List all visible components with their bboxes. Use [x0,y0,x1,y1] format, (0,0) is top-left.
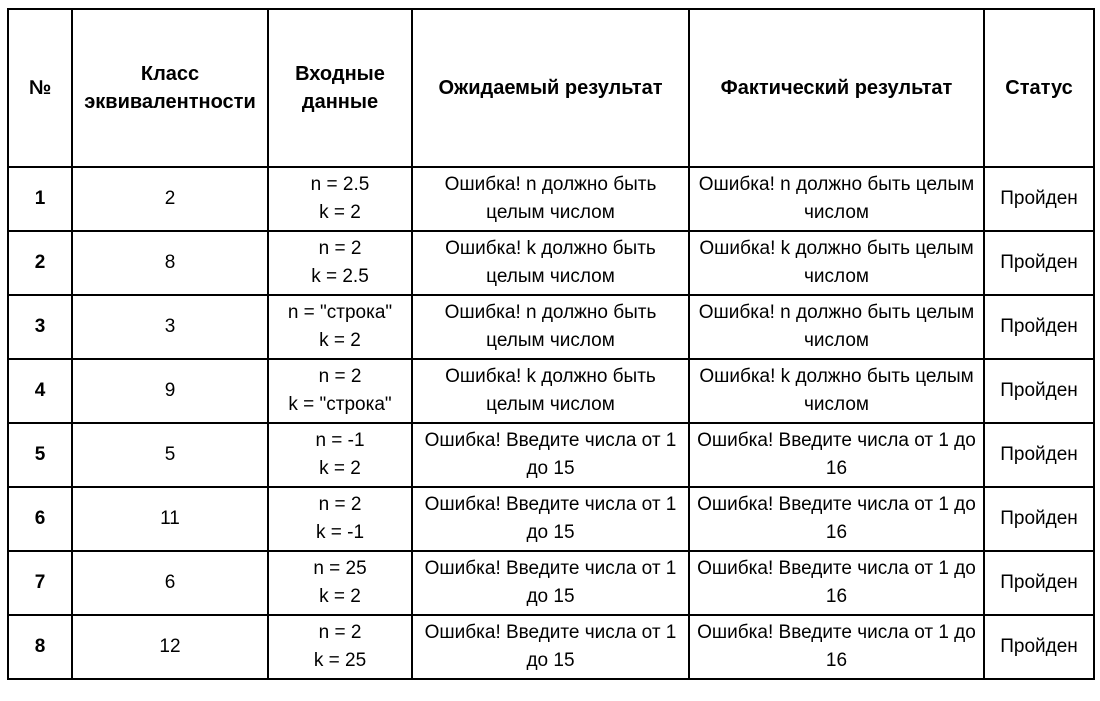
cell-equivalence-class: 6 [72,551,268,615]
column-header-input-data: Входные данные [268,9,412,167]
cell-input-data [268,231,412,295]
cell-input-data [268,359,412,423]
cell-status: Пройден [984,423,1094,487]
table-row [8,551,1094,615]
cell-expected-result: Ошибка! k должно быть целым числом [412,359,689,423]
input-line: k = 2 [319,202,361,223]
column-header-actual-result: Фактический результат [689,9,984,167]
cell-actual-result: Ошибка! n должно быть целым числом [689,295,984,359]
table-row [8,423,1094,487]
cell-number: 5 [8,423,72,487]
cell-number: 1 [8,167,72,231]
cell-input-data [268,551,412,615]
cell-input-data [268,423,412,487]
cell-actual-result: Ошибка! Введите числа от 1 до 16 [689,615,984,679]
cell-equivalence-class: 11 [72,487,268,551]
input-line: n = "строка" [287,302,393,324]
cell-expected-result: Ошибка! n должно быть целым числом [412,295,689,359]
cell-actual-result: Ошибка! Введите числа от 1 до 16 [689,423,984,487]
cell-equivalence-class: 8 [72,231,268,295]
input-line: k = 25 [313,650,367,671]
input-line: k = 2 [319,330,361,351]
input-line: n = 25 [313,558,367,580]
column-header-number: № [8,9,72,167]
table-row [8,231,1094,295]
column-header-expected-result: Ожидаемый результат [412,9,689,167]
cell-status: Пройден [984,615,1094,679]
cell-expected-result: Ошибка! k должно быть целым числом [412,231,689,295]
cell-status: Пройден [984,551,1094,615]
header-row [8,9,1094,167]
cell-expected-result: Ошибка! Введите числа от 1 до 15 [412,615,689,679]
cell-actual-result: Ошибка! k должно быть целым числом [689,359,984,423]
input-line: k = 2 [319,586,361,607]
test-case-table [7,8,1095,680]
cell-number: 8 [8,615,72,679]
input-line: k = 2.5 [311,266,369,287]
input-line: n = 2.5 [310,174,370,196]
input-line: n = 2 [318,622,362,644]
table-row [8,487,1094,551]
cell-actual-result: Ошибка! Введите числа от 1 до 16 [689,551,984,615]
cell-actual-result: Ошибка! k должно быть целым числом [689,231,984,295]
cell-equivalence-class: 9 [72,359,268,423]
table-row [8,167,1094,231]
cell-input-data [268,167,412,231]
cell-status: Пройден [984,359,1094,423]
cell-actual-result: Ошибка! Введите числа от 1 до 16 [689,487,984,551]
cell-number: 2 [8,231,72,295]
input-line: n = -1 [315,430,365,452]
cell-number: 4 [8,359,72,423]
cell-status: Пройден [984,167,1094,231]
column-header-status: Статус [984,9,1094,167]
input-line: k = "строка" [288,394,392,415]
cell-expected-result: Ошибка! Введите числа от 1 до 15 [412,551,689,615]
cell-status: Пройден [984,487,1094,551]
cell-equivalence-class: 5 [72,423,268,487]
input-line: k = -1 [315,522,365,543]
cell-equivalence-class: 3 [72,295,268,359]
cell-expected-result: Ошибка! Введите числа от 1 до 15 [412,423,689,487]
cell-input-data [268,295,412,359]
table-row [8,295,1094,359]
input-line: n = 2 [318,238,362,260]
input-line: n = 2 [318,494,362,516]
column-header-equivalence-class: Класс эквивалентности [72,9,268,167]
cell-input-data [268,487,412,551]
input-line: n = 2 [318,366,362,388]
cell-actual-result: Ошибка! n должно быть целым числом [689,167,984,231]
cell-expected-result: Ошибка! n должно быть целым числом [412,167,689,231]
cell-equivalence-class: 2 [72,167,268,231]
cell-number: 6 [8,487,72,551]
table-row [8,359,1094,423]
cell-number: 7 [8,551,72,615]
cell-number: 3 [8,295,72,359]
cell-input-data [268,615,412,679]
input-line: k = 2 [319,458,361,479]
table-row [8,615,1094,679]
cell-status: Пройден [984,231,1094,295]
cell-status: Пройден [984,295,1094,359]
cell-equivalence-class: 12 [72,615,268,679]
cell-expected-result: Ошибка! Введите числа от 1 до 15 [412,487,689,551]
